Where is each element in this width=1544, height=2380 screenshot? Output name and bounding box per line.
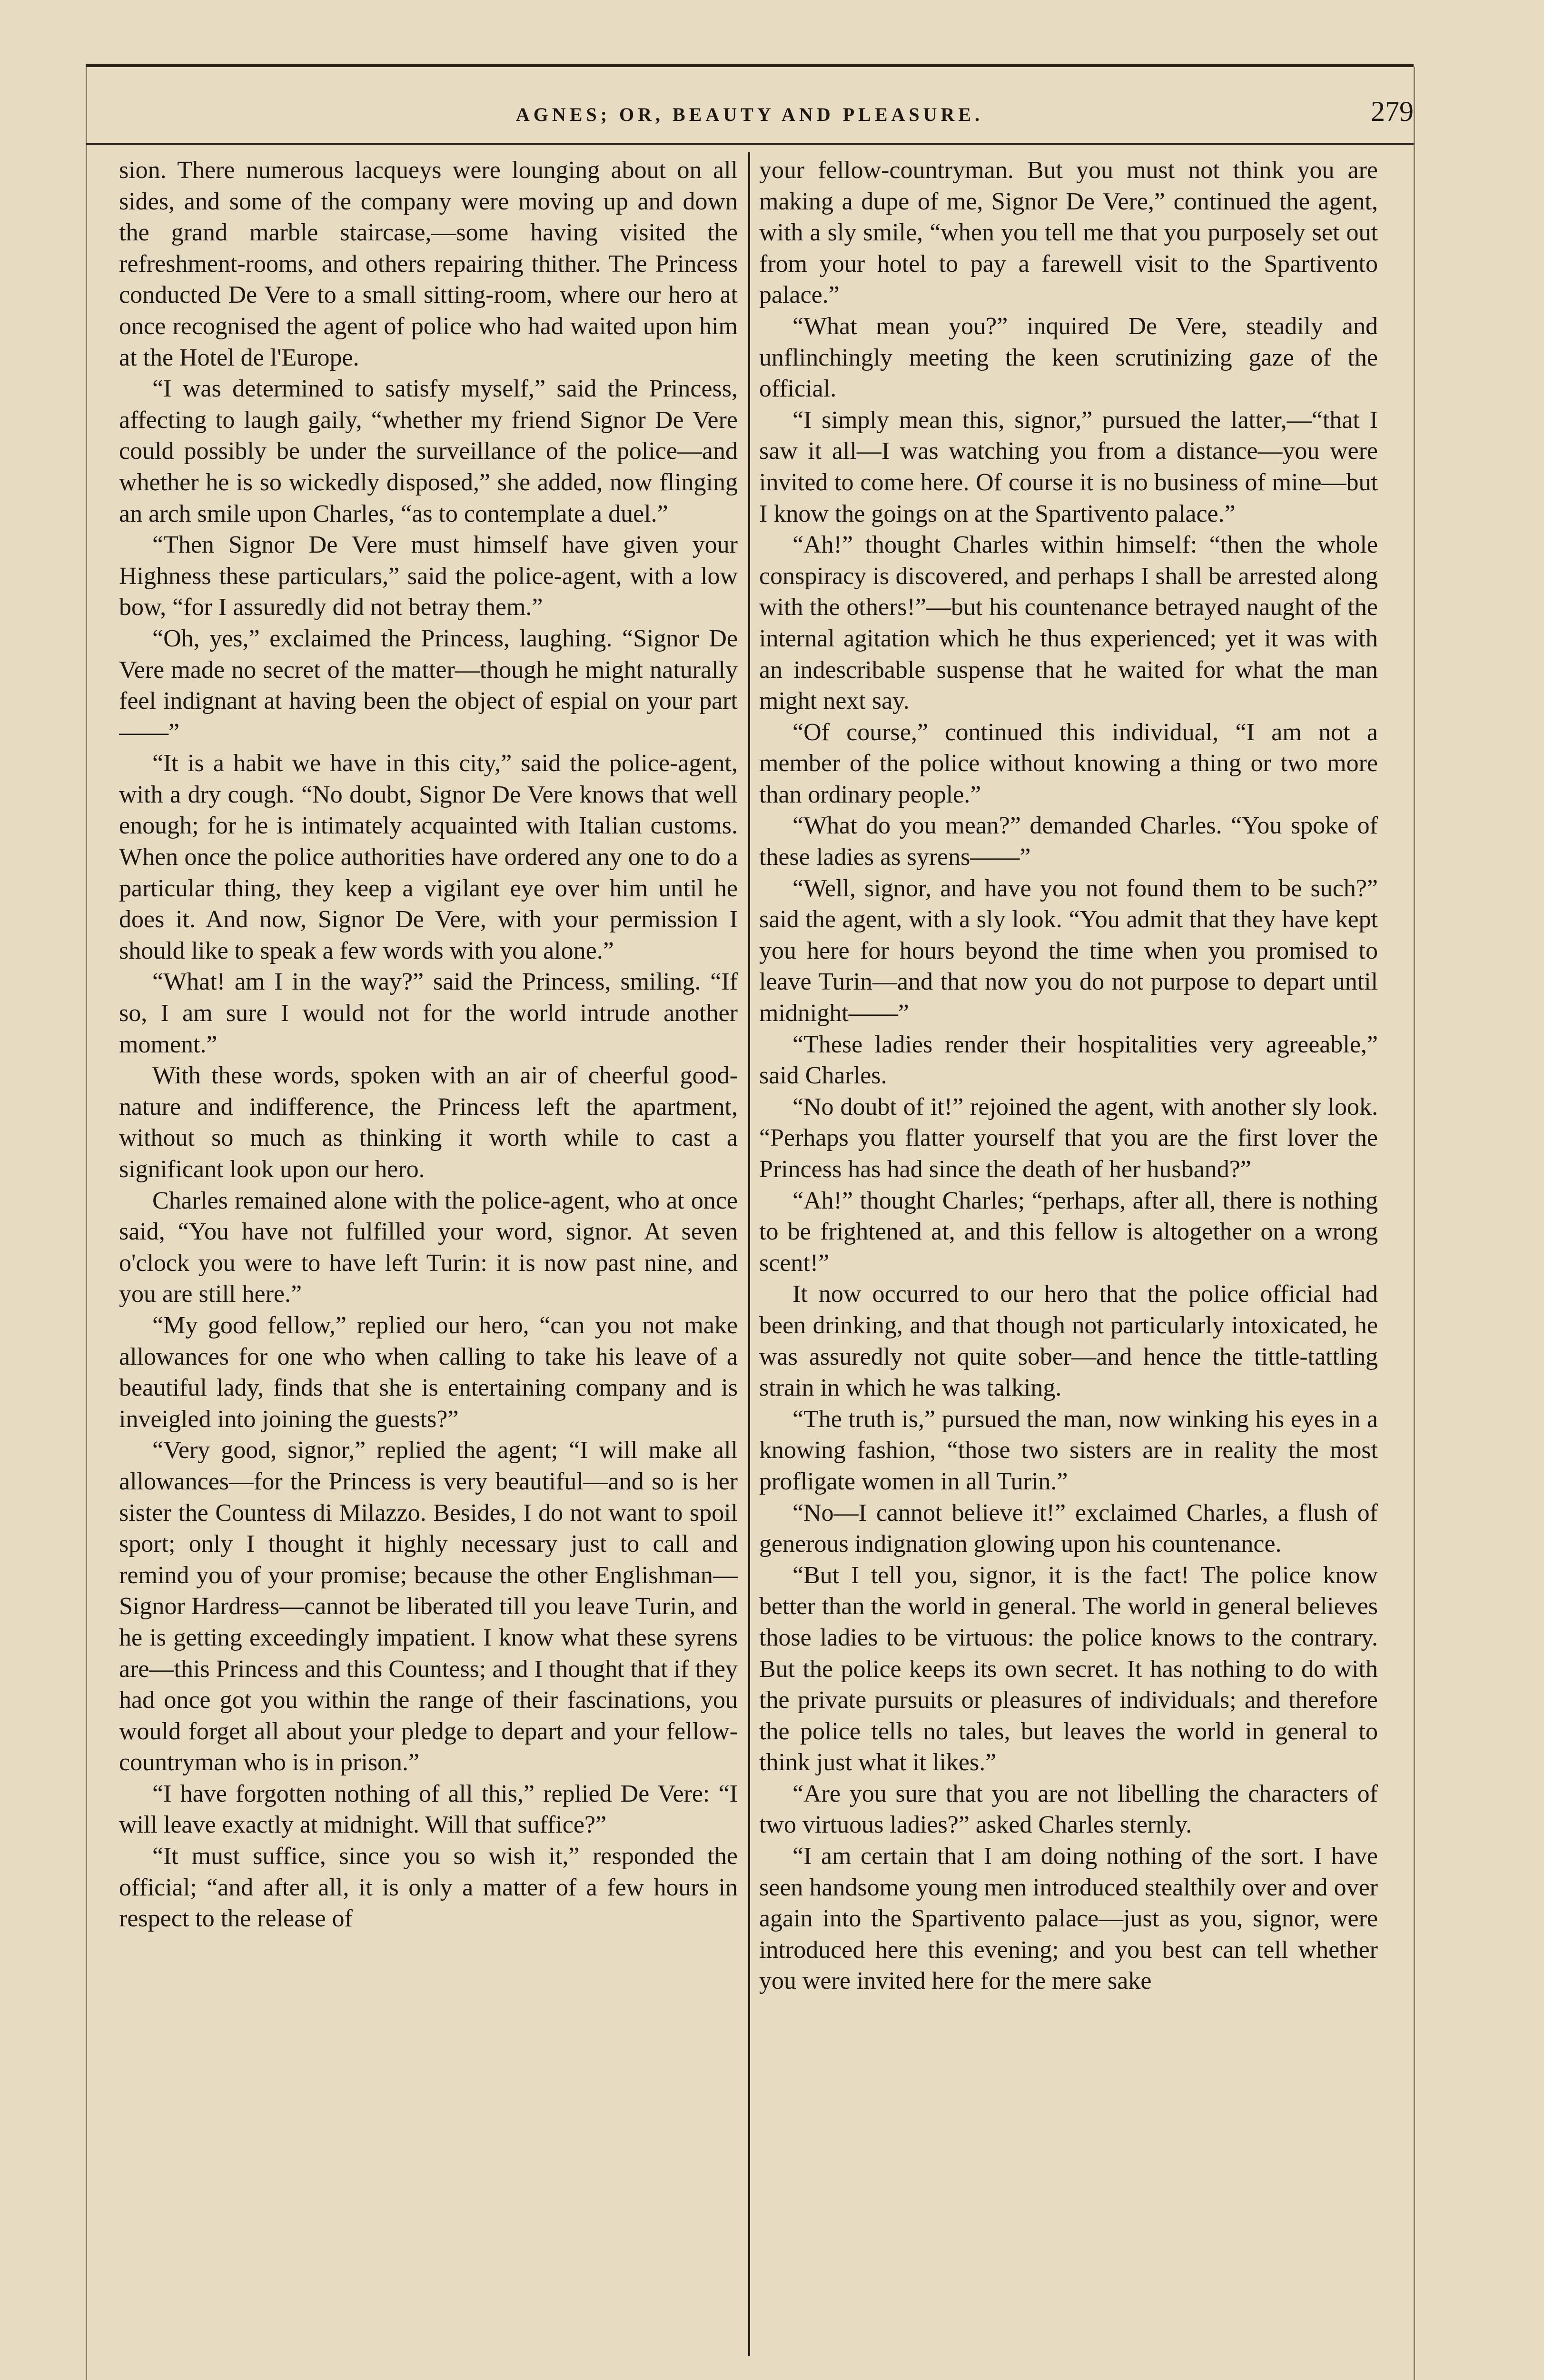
paragraph: “Ah!” thought Charles within himself: “then the whole conspiracy is discovered, and perhaps I shall be arrested along with the others!”—but his countenance betrayed naught of the internal agitation which he thus experienced; yet it was with an indescribable suspense that he waited for what the man might next say. [759,531,1378,715]
paragraph: With these words, spoken with an air of cheerful good-nature and indifference, the Princess left the apartment, without so much as thinking it worth while to cast a significant look upon our hero. [119,1062,738,1183]
paragraph: “I am certain that I am doing nothing of the sort. I have seen handsome young men introduced stealthily over and over again into the Spartivento palace—just as you, signor, were introduced here this evening; and you best can tell whether you were invited here for the mere sake [759,1843,1378,1995]
paragraph: Charles remained alone with the police-agent, who at once said, “You have not fulfilled your word, signor. At seven o'clock you were to have left Turin: it is now past nine, and you are still here.” [119,1187,738,1308]
paragraph: “My good fellow,” replied our hero, “can you not make allowances for one who when calling to take his leave of a beautiful lady, finds that she is entertaining company and is inveigled into joining the guests?” [119,1311,738,1433]
paragraph: “The truth is,” pursued the man, now winking his eyes in a knowing fashion, “those two sisters are in reality the most profligate women in all Turin.” [759,1405,1378,1495]
paragraph: “Then Signor De Vere must himself have given your Highness these particulars,” said the police-agent, with a low bow, “for I assuredly did not betray them.” [119,531,738,621]
paragraph: “It must suffice, since you so wish it,” responded the official; “and after all, it is only a matter of a few hours in respect to the release of [119,1843,738,1933]
paragraph: It now occurred to our hero that the police official had been drinking, and that though not particularly intoxicated, he was assuredly not quite sober—and hence the tittle-tattling strain in which he was talking. [759,1280,1378,1402]
paragraph: “But I tell you, signor, it is the fact! The police know better than the world in general. The world in general believes those ladies to be virtuous: the police knows to the contrary. But the police keeps its own secret. It has nothing to do with the private pursuits or pleasures of individuals; and therefore the police tells no tales, but leaves the world in general to think just what it likes.” [759,1561,1378,1776]
paragraph: “Are you sure that you are not libelling the characters of two virtuous ladies?” asked Charles sternly. [759,1780,1378,1839]
page-header [86,93,1414,136]
page-right-edge [1414,67,1415,2380]
paragraph: sion. There numerous lacqueys were lounging about on all sides, and some of the company were moving up and down the grand marble staircase,—some having visited the refreshment-rooms, and others repairing thither. The Princess conducted De Vere to a small sitting-room, where our hero at once recognised the agent of police who had waited upon him at the Hotel de l'Europe. [119,157,738,371]
paragraph: “It is a habit we have in this city,” said the police-agent, with a dry cough. “No doubt, Signor De Vere knows that well enough; for he is intimately acquainted with Italian customs. When once the police authorities have ordered any one to do a particular thing, they keep a vigilant eye over him until he does it. And now, Signor De Vere, with your permission I should like to speak a few words with you alone.” [119,750,738,964]
paragraph: “No—I cannot believe it!” exclaimed Charles, a flush of generous indignation glowing upon his countenance. [759,1499,1378,1558]
paragraph: “What do you mean?” demanded Charles. “You spoke of these ladies as syrens——” [759,812,1378,871]
left-column [119,155,738,2354]
paragraph: “I have forgotten nothing of all this,” replied De Vere: “I will leave exactly at midnight. Will that suffice?” [119,1780,738,1839]
paragraph: “No doubt of it!” rejoined the agent, with another sly look. “Perhaps you flatter yourself that you are the first lover the Princess has had since the death of her husband?” [759,1093,1378,1183]
paragraph: “Of course,” continued this individual, “I am not a member of the police without knowing a thing or two more than ordinary people.” [759,718,1378,808]
paragraph: “These ladies render their hospitalities very agreeable,” said Charles. [759,1031,1378,1090]
right-column [759,155,1378,2354]
paragraph: “Oh, yes,” exclaimed the Princess, laughing. “Signor De Vere made no secret of the matter—though he might naturally feel indignant at having been the object of espial on your part——” [119,625,738,746]
header-rule [86,143,1414,145]
paragraph: “Well, signor, and have you not found them to be such?” said the agent, with a sly look. “You admit that they have kept you here for hours beyond the time when you promised to leave Turin—and that now you do not purpose to depart until midnight——” [759,874,1378,1027]
page-number: 279 [1371,96,1414,127]
column-divider [748,152,750,2356]
paragraph: “Very good, signor,” replied the agent; “I will make all allowances—for the Princess is very beautiful—and so is her sister the Countess di Milazzo. Besides, I do not want to spoil sport; only I thought it highly necessary just to call and remind you of your promise; because the other Englishman—Signor Hardress—cannot be liberated till you leave Turin, and he is getting exceedingly impatient. I know what these syrens are—this Princess and this Countess; and I thought that if they had once got you within the range of their fascinations, you would forget all about your pledge to depart and your fellow-countryman who is in prison.” [119,1437,738,1776]
paragraph: “What! am I in the way?” said the Princess, smiling. “If so, I am sure I would not for the world intrude another moment.” [119,968,738,1058]
running-title: AGNES; OR, BEAUTY AND PLEASURE. [515,104,984,125]
paragraph: “I was determined to satisfy myself,” said the Princess, affecting to laugh gaily, “whether my friend Signor De Vere could possibly be under the surveillance of the police—and whether he is so wickedly disposed,” she added, now flinging an arch smile upon Charles, “as to contemplate a duel.” [119,375,738,527]
paragraph: “What mean you?” inquired De Vere, steadily and unflinchingly meeting the keen scrutinizing gaze of the official. [759,312,1378,403]
page-left-edge [86,67,87,2380]
paragraph: your fellow-countryman. But you must not think you are making a dupe of me, Signor De Vere,” continued the agent, with a sly smile, “when you tell me that you purposely set out from your hotel to pay a farewell visit to the Spartivento palace.” [759,157,1378,309]
paragraph: “Ah!” thought Charles; “perhaps, after all, there is nothing to be frightened at, and this fellow is altogether on a wrong scent!” [759,1187,1378,1277]
paragraph: “I simply mean this, signor,” pursued the latter,—“that I saw it all—I was watching you from a distance—you were invited to come here. Of course it is no business of mine—but I know the goings on at the Spartivento palace.” [759,406,1378,527]
